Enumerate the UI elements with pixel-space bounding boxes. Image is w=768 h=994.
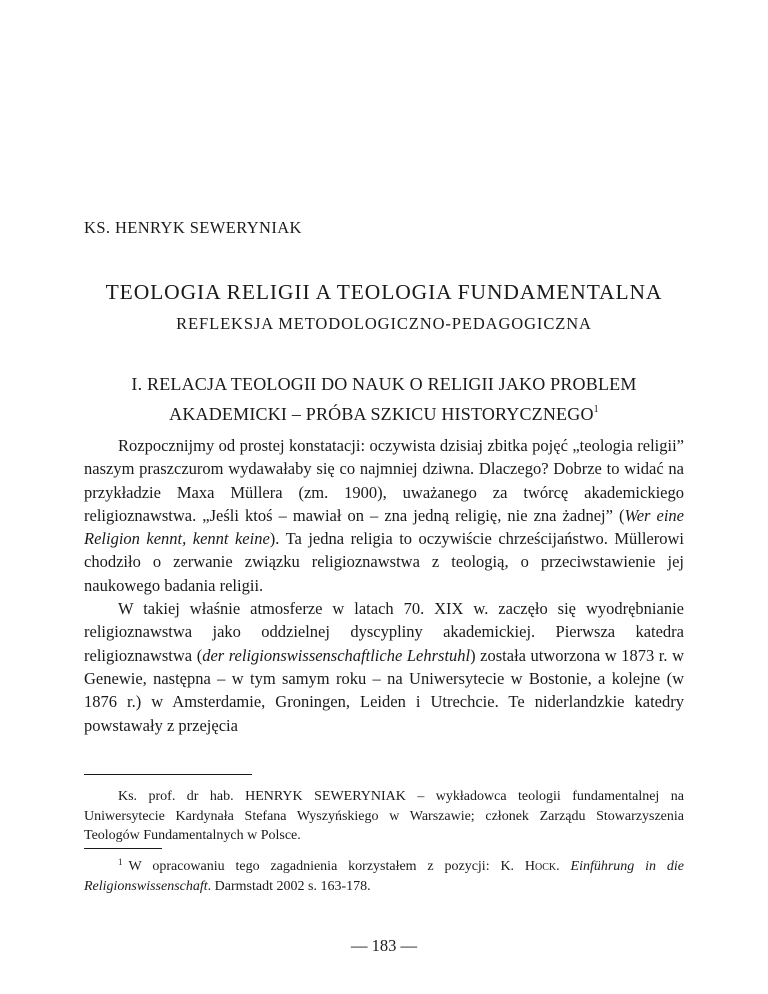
section-heading-line-2: AKADEMICKI – PRÓBA SZKICU HISTORYCZNEGO$^1$ <box>169 404 599 424</box>
footnote-1: $^1$ W opracowaniu tego zagadnienia korzystałem z pozycji: K. Hock. Einführung in die Religionswissenschaft. Darmstadt 2002 s. 163-178. <box>84 857 685 894</box>
footnote-divider-2 <box>84 848 162 849</box>
footnote-ref: 1 <box>593 404 599 415</box>
paragraph-1: Rozpocznijmy od prostej konstatacji: oczywista dzisiaj zbitka pojęć „teologia religii” naszym praszczurom wydawałaby się co najmniej dziwna. Dlaczego? Dobrze to widać na przykładzie Maxa Müllera (zm. 1900), uważanego za twórcę akademickiego religioznawstwa. „Jeśli ktoś – mawiał on – zna jedną religię, nie zna żadnej” (Wer eine Religion kennt, kennt keine). Ta jedna religia to oczywiście chrześcijaństwo. Müllerowi chodziło o zerwanie związku religioznawstwa z teologią, o przeciwstawienie jej naukowego badania religii. <box>84 436 684 595</box>
author-name: KS. HENRYK SEWERYNIAK <box>84 218 302 237</box>
body-text <box>84 434 684 737</box>
section-heading <box>84 372 684 427</box>
paragraph-2: W takiej właśnie atmosferze w latach 70. XIX w. zaczęło się wyodrębnianie religioznawstwa jako oddzielnej dyscypliny akademickiej. Pierwsza katedra religioznawstwa (der religionswissenschaftliche Lehrstuhl) została utworzona w 1873 r. w Genewie, następna – w tym samym roku – na Uniwersytecie w Bostonie, a kolejne (w 1876 r.) w Amsterdamie, Groningen, Leiden i Utrechcie. Te niderlandzkie katedry powstawały z przejęcia <box>84 599 684 735</box>
cited-author: Hock <box>524 859 557 874</box>
cited-title: Einführung in die Religionswissenschaft <box>84 859 685 894</box>
article-subtitle: REFLEKSJA METODOLOGICZNO-PEDAGOGICZNA <box>176 314 592 333</box>
section-heading-line-1: I. RELACJA TEOLOGII DO NAUK O RELIGII JAKO PROBLEM <box>131 374 637 394</box>
page-number: — 183 — <box>351 936 417 955</box>
footnote-divider <box>84 774 252 775</box>
article-title: TEOLOGIA RELIGII A TEOLOGIA FUNDAMENTALNA <box>105 280 663 304</box>
author-note: Ks. prof. dr hab. HENRYK SEWERYNIAK – wykładowca teologii fundamentalnej na Uniwersytecie Kardynała Stefana Wyszyńskiego w Warszawie; członek Zarządu Stowarzyszenia Teologów Fundamentalnych w Polsce. <box>84 789 684 843</box>
german-quote: Wer eine Religion kennt, kennt keine <box>84 505 684 549</box>
footnote-number: 1 <box>118 857 123 867</box>
german-term: der religionswissenschaftliche Lehrstuhl <box>202 645 471 665</box>
